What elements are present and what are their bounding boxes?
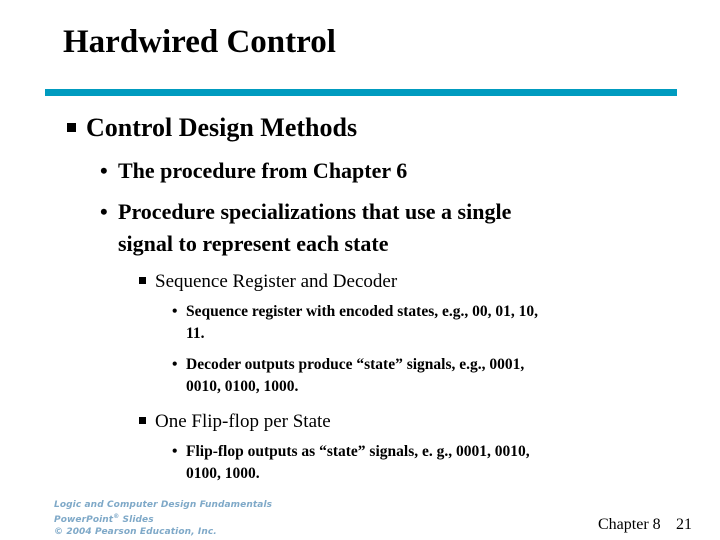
square-bullet-icon	[139, 277, 146, 284]
square-bullet-icon	[139, 417, 146, 424]
page-number: 21	[676, 516, 692, 533]
level2-text-b-line1: Procedure specializations that use a single	[118, 199, 512, 224]
level4-bullet: •	[172, 443, 178, 460]
publisher-logo	[54, 499, 272, 538]
registered-mark: ®	[113, 513, 120, 520]
level4-bullet: •	[172, 303, 178, 320]
logo-line1: Logic and Computer Design Fundamentals	[54, 500, 273, 510]
slide-title: Hardwired Control	[63, 24, 336, 60]
level2-bullet: •	[100, 158, 108, 183]
square-bullet-icon	[67, 123, 76, 132]
logo-line2	[54, 511, 272, 526]
ff-heading: One Flip-flop per State	[155, 411, 331, 432]
ff-item1-line1: Flip-flop outputs as “state” signals, e. g., 0001, 0010,	[186, 443, 530, 460]
seq-item1-line1: Sequence register with encoded states, e.g., 00, 01, 10,	[186, 303, 539, 320]
logo-line2-suffix: Slides	[119, 515, 154, 525]
ff-item1-line2: 0100, 1000.	[186, 465, 260, 482]
seq-heading: Sequence Register and Decoder	[155, 271, 398, 292]
chapter-label: Chapter 8	[598, 516, 661, 533]
seq-item2-line1: Decoder outputs produce “state” signals, e.g., 0001,	[186, 356, 525, 373]
seq-item1-line2: 11.	[186, 325, 205, 342]
logo-line2-text: PowerPoint	[54, 515, 114, 525]
level1-text: Control Design Methods	[86, 113, 358, 142]
level2-bullet: •	[100, 199, 108, 224]
level4-bullet: •	[172, 356, 178, 373]
level2-text-b-line2: signal to represent each state	[118, 231, 389, 256]
seq-item2-line2: 0010, 0100, 1000.	[186, 378, 299, 395]
level2-text-a: The procedure from Chapter 6	[118, 158, 408, 183]
logo-line3: © 2004 Pearson Education, Inc.	[54, 527, 217, 537]
